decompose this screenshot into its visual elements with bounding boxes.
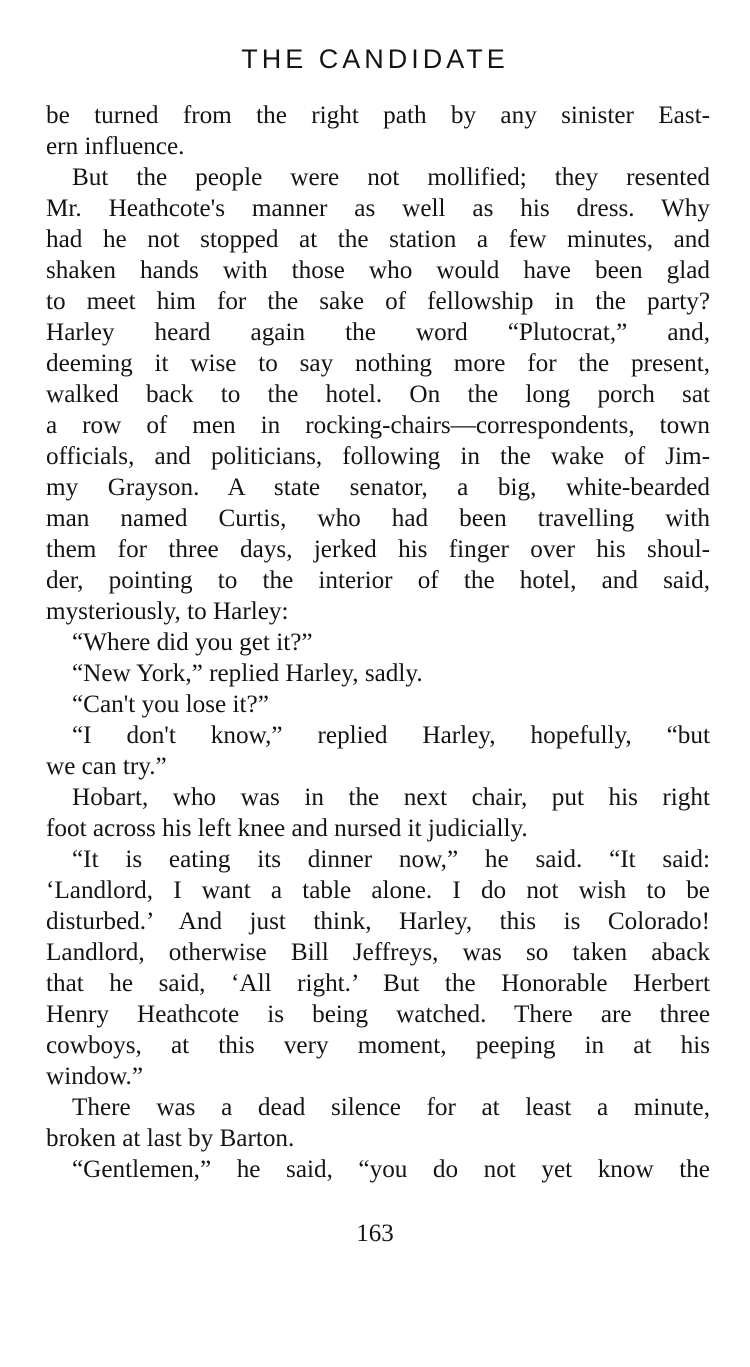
text-line: Mr. Heathcote's manner as well as his dress. Why [46,195,710,222]
text-line: “Where did you get it?” [72,629,313,656]
text-line: ‘Landlord, I want a table alone. I do not wish to be [46,877,710,904]
text-line: had he not stopped at the station a few minutes, and [46,226,710,253]
text-line: be turned from the right path by any sinister East- [46,102,710,129]
text-line: that he said, ‘All right.’ But the Honorable Herbert [46,970,710,997]
body-text [46,100,710,1185]
text-line: ern influence. [46,133,185,160]
running-head: THE CANDIDATE [241,44,509,74]
page-number: 163 [356,1220,394,1247]
text-line: “Gentlemen,” he said, “you do not yet know the [72,1156,710,1183]
text-line: foot across his left knee and nursed it judicially. [46,815,528,842]
text-line: Landlord, otherwise Bill Jeffreys, was so taken aback [46,939,710,966]
text-line: officials, and politicians, following in the wake of Jim- [46,443,710,470]
text-line: mysteriously, to Harley: [46,598,289,625]
text-line: “It is eating its dinner now,” he said. “It said: [72,846,710,873]
text-line: to meet him for the sake of fellowship in the party? [46,288,710,315]
text-line: them for three days, jerked his finger over his shoul- [46,536,710,563]
text-line: a row of men in rocking-chairs—correspondents, town [46,412,710,439]
text-line: deeming it wise to say nothing more for the present, [46,350,710,377]
text-line: There was a dead silence for at least a minute, [72,1094,710,1121]
text-line: broken at last by Barton. [46,1125,295,1152]
text-line: der, pointing to the interior of the hotel, and said, [46,567,710,594]
text-line: walked back to the hotel. On the long porch sat [46,381,710,408]
text-line: cowboys, at this very moment, peeping in at his [46,1032,710,1059]
text-line: window.” [46,1063,143,1090]
text-line: shaken hands with those who would have been glad [46,257,710,284]
text-line: we can try.” [46,753,167,780]
text-line: my Grayson. A state senator, a big, white-bearded [46,474,710,501]
text-line: man named Curtis, who had been travelling with [46,505,710,532]
text-line: “New York,” replied Harley, sadly. [72,660,423,687]
text-line: Harley heard again the word “Plutocrat,” and, [46,319,710,346]
text-line: “Can't you lose it?” [72,691,269,718]
text-line: Henry Heathcote is being watched. There are three [46,1001,710,1028]
text-line: “I don't know,” replied Harley, hopefully, “but [72,722,710,749]
text-line: Hobart, who was in the next chair, put his right [72,784,710,811]
text-line: But the people were not mollified; they resented [72,164,710,191]
text-line: disturbed.’ And just think, Harley, this is Colorado! [46,908,710,935]
